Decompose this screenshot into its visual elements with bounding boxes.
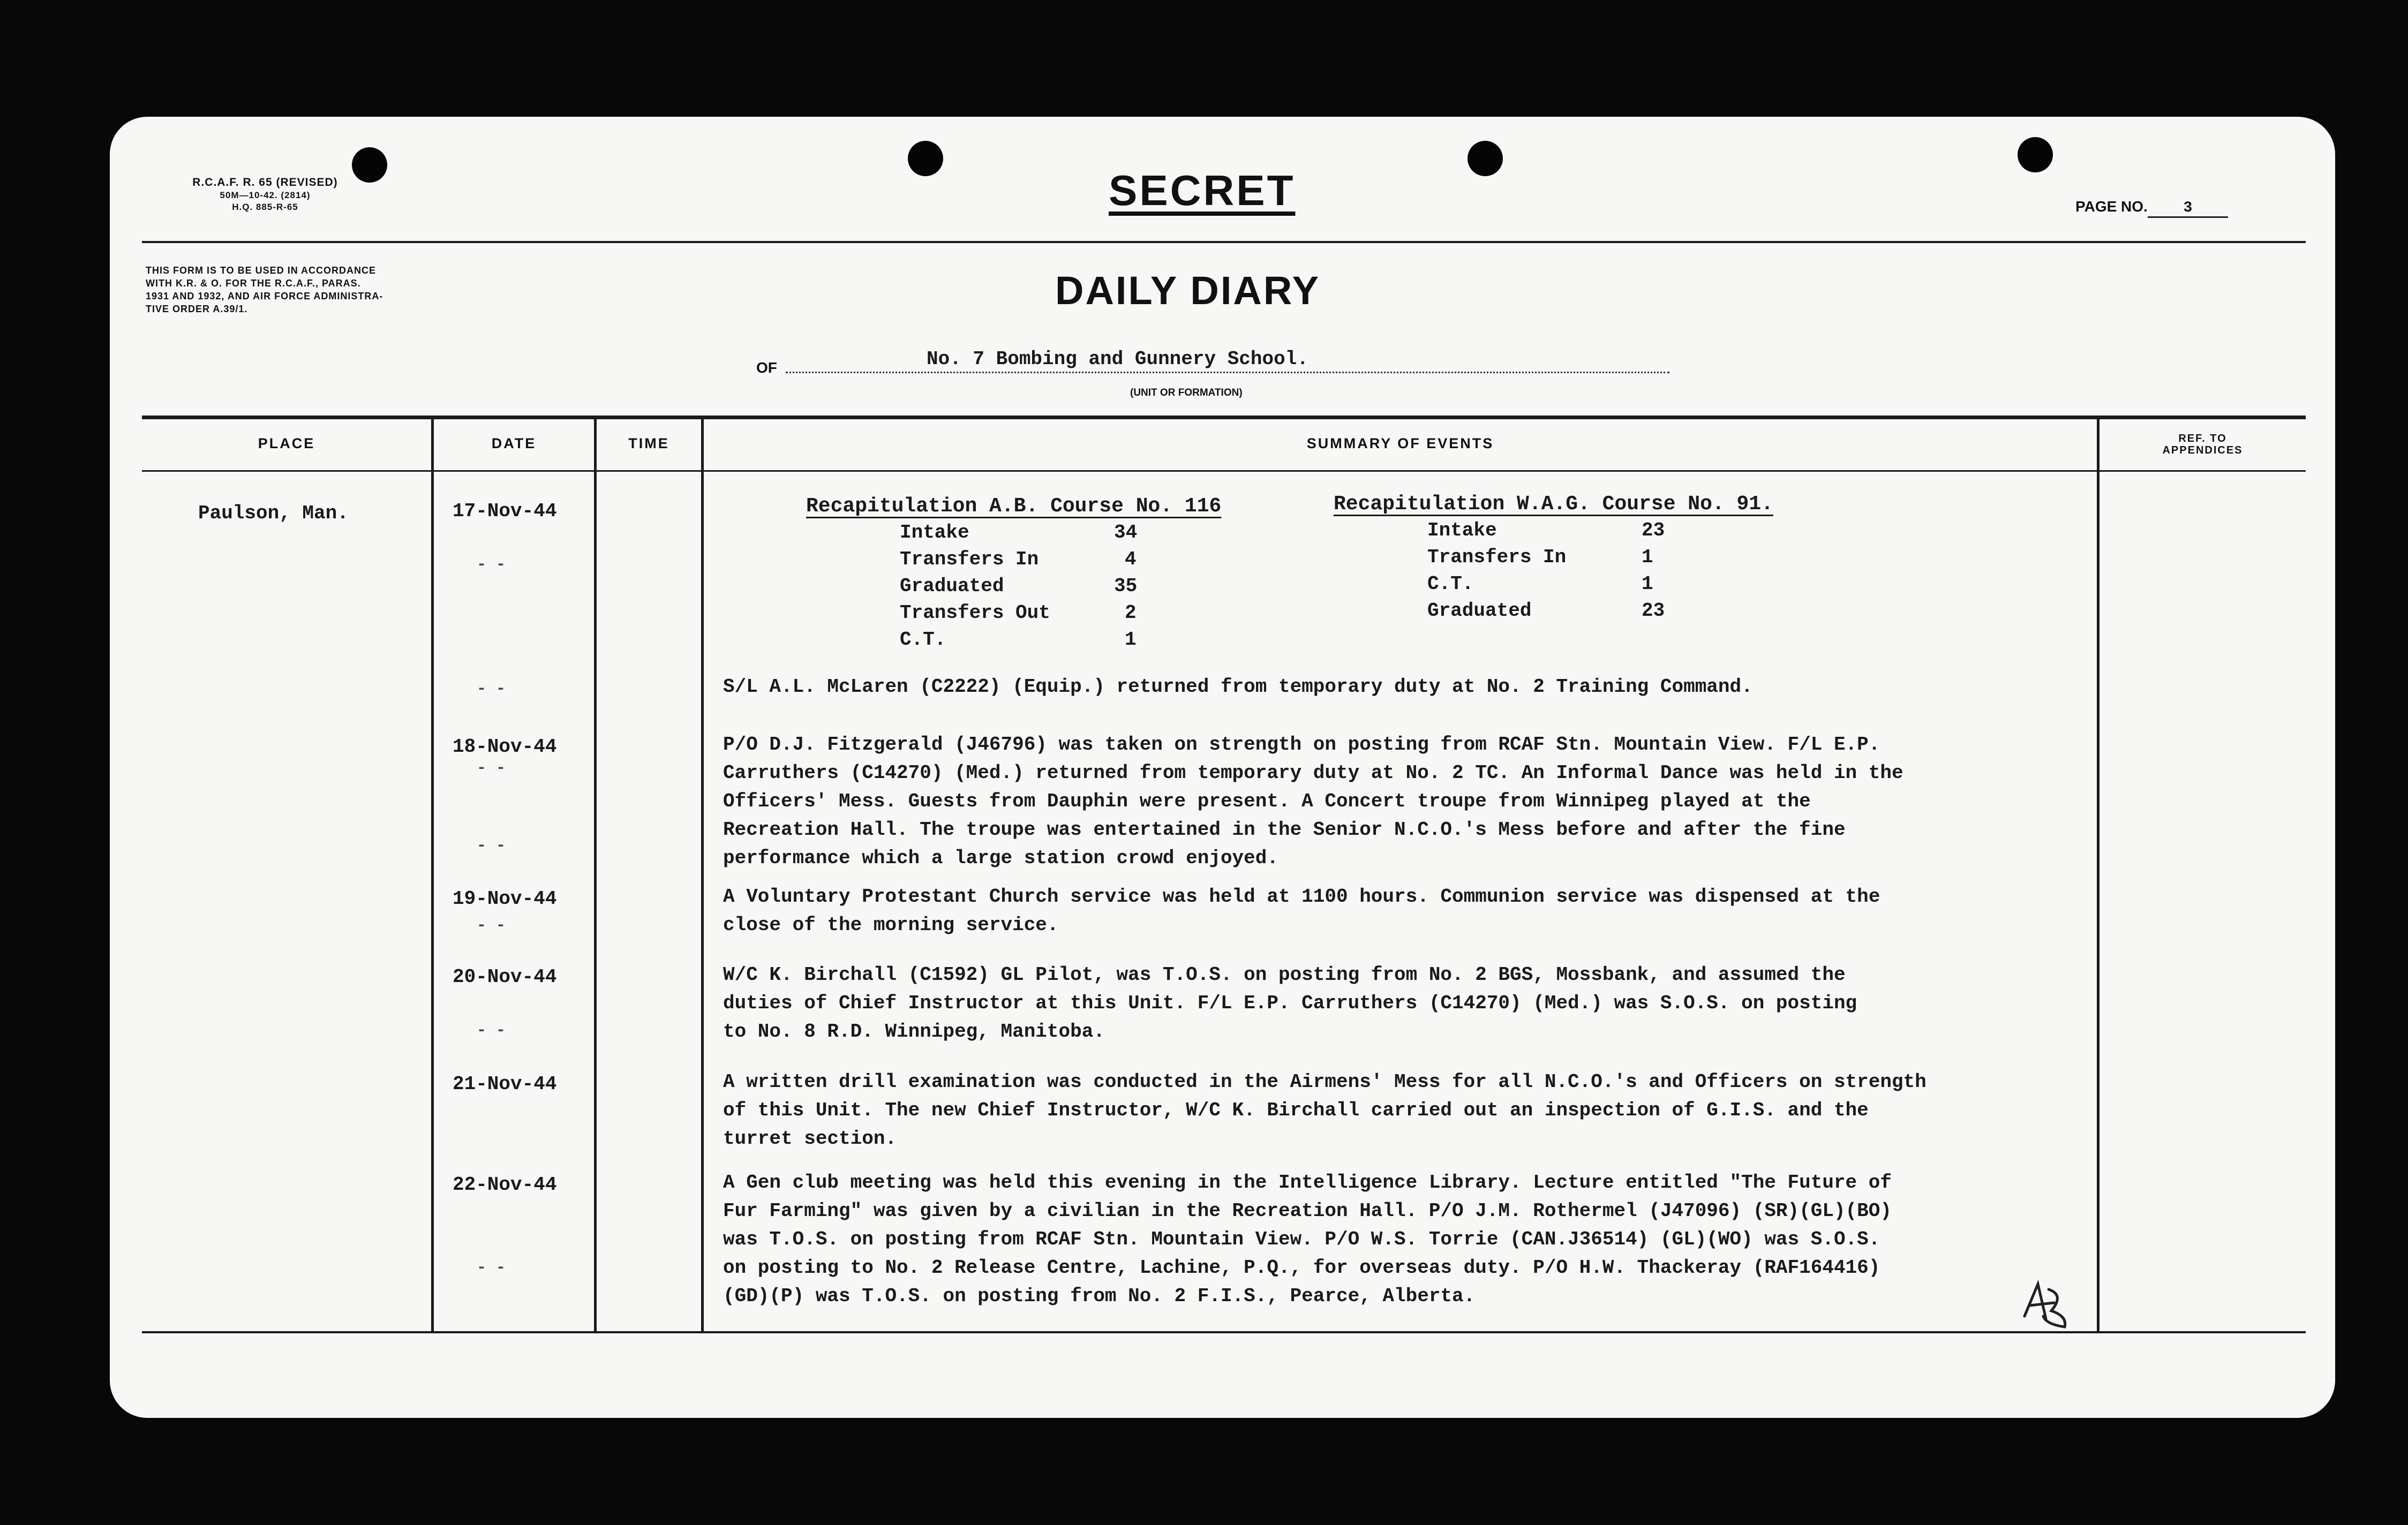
page-value: 3	[2148, 200, 2228, 218]
ditto-mark: - -	[477, 1022, 506, 1040]
column-divider	[594, 419, 597, 1331]
ref-line1: REF. TO	[2178, 433, 2227, 444]
ditto-mark: - -	[477, 1259, 506, 1277]
entry-line: W/C K. Birchall (C1592) GL Pilot, was T.O.S. on posting from No. 2 BGS, Mossbank, and assumed the	[723, 964, 1846, 986]
entry-line: on posting to No. 2 Release Centre, Lachine, P.Q., for overseas duty. P/O H.W. Thackeray (RAF164416)	[723, 1257, 1880, 1279]
notice-line: WITH K.R. & O. FOR THE R.C.A.F., PARAS.	[146, 278, 361, 289]
form-ref-line1: R.C.A.F. R. 65 (REVISED)	[192, 176, 338, 188]
entry-18-nov	[723, 730, 1903, 872]
column-divider	[2097, 419, 2100, 1331]
diary-title: DAILY DIARY	[1055, 268, 1320, 313]
entry-line: close of the morning service.	[723, 914, 1059, 936]
ditto-mark: - -	[477, 556, 506, 574]
column-head-time: TIME	[628, 435, 669, 451]
diary-sheet	[110, 117, 2335, 1418]
form-ref-line2: 50M—10-42. (2814)	[220, 190, 311, 200]
entry-line: (GD)(P) was T.O.S. on posting from No. 2 F.I.S., Pearce, Alberta.	[723, 1285, 1476, 1307]
ditto-mark: - -	[477, 759, 506, 777]
entry-17-nov	[723, 673, 1753, 701]
entry-line: P/O D.J. Fitzgerald (J46796) was taken on strength on posting from RCAF Stn. Mountain View. F/L E.P.	[723, 734, 1880, 756]
ditto-mark: - -	[477, 680, 506, 698]
table-bottom-border	[142, 1331, 2306, 1333]
place-cell: Paulson, Man.	[198, 502, 349, 524]
recap-label: Transfers In	[1427, 546, 1567, 568]
recap-label: Transfers In	[900, 548, 1039, 570]
recap-label: Intake	[1427, 519, 1497, 541]
of-label: OF	[756, 359, 777, 376]
unit-caption: (UNIT OR FORMATION)	[1130, 387, 1243, 398]
form-ref-line3: H.Q. 885-R-65	[232, 202, 298, 212]
recap-row	[900, 626, 1137, 653]
column-divider	[431, 419, 434, 1331]
recap-row	[900, 546, 1137, 573]
page-number	[2075, 198, 2228, 218]
entry-line: Carruthers (C14270) (Med.) returned from temporary duty at No. 2 TC. An Informal Dance was held in the	[723, 762, 1903, 784]
column-head-place: PLACE	[258, 435, 315, 451]
recap-label: Graduated	[1427, 600, 1532, 622]
entry-line: performance which a large station crowd enjoyed.	[723, 847, 1278, 869]
recap-value: 1	[1642, 546, 1653, 568]
recap-value: 34	[1114, 522, 1138, 543]
entry-22-nov	[723, 1168, 1892, 1310]
entry-21-nov	[723, 1068, 1927, 1153]
recap-label: C.T.	[1427, 573, 1474, 595]
recap-label: Transfers Out	[900, 602, 1050, 624]
entry-line: A Voluntary Protestant Church service was held at 1100 hours. Communion service was dispensed at the	[723, 886, 1880, 908]
form-notice	[146, 264, 383, 315]
recap-value: 1	[1125, 629, 1137, 651]
entry-line: Fur Farming" was given by a civilian in the Recreation Hall. P/O J.M. Rothermel (J47096) (SR)(GL)(BO)	[723, 1200, 1892, 1222]
handwritten-initials-icon	[2014, 1273, 2078, 1332]
entry-line: A written drill examination was conducted in the Airmens' Mess for all N.C.O.'s and Officers on strength	[723, 1071, 1927, 1093]
punch-hole	[2018, 137, 2053, 172]
column-head-summary: SUMMARY OF EVENTS	[1306, 435, 1494, 451]
column-head-ref	[2100, 433, 2306, 456]
date-cell: 22-Nov-44	[453, 1174, 557, 1196]
entry-19-nov	[723, 882, 1880, 939]
recap-row	[1427, 598, 1665, 624]
ditto-mark: - -	[477, 837, 506, 855]
recap-row	[1427, 517, 1665, 544]
recap-wag-heading: Recapitulation W.A.G. Course No. 91.	[1334, 493, 1773, 516]
entry-line: S/L A.L. McLaren (C2222) (Equip.) returned from temporary duty at No. 2 Training Command.	[723, 676, 1753, 698]
notice-line: 1931 AND 1932, AND AIR FORCE ADMINISTRA-	[146, 291, 383, 301]
page-label: PAGE NO.	[2075, 198, 2148, 215]
punch-hole	[908, 141, 943, 176]
recap-ab-table	[900, 519, 1137, 653]
entry-line: Officers' Mess. Guests from Dauphin were present. A Concert troupe from Winnipeg played at the	[723, 790, 1811, 812]
column-divider	[701, 419, 704, 1331]
date-cell: 19-Nov-44	[453, 888, 557, 910]
recap-value: 23	[1642, 600, 1665, 622]
date-cell: 18-Nov-44	[453, 736, 557, 758]
recap-label: Graduated	[900, 575, 1004, 597]
header-bottom-border	[142, 470, 2306, 472]
ditto-mark: - -	[477, 917, 506, 935]
recap-label: C.T.	[900, 629, 946, 651]
recap-row	[1427, 544, 1665, 571]
recap-row	[900, 600, 1137, 626]
entry-20-nov	[723, 961, 1857, 1046]
date-cell: 21-Nov-44	[453, 1073, 557, 1095]
ref-line2: APPENDICES	[2162, 444, 2243, 456]
date-cell: 20-Nov-44	[453, 966, 557, 988]
form-reference	[153, 176, 378, 213]
secret-heading: SECRET	[1109, 167, 1296, 214]
notice-line: THIS FORM IS TO BE USED IN ACCORDANCE	[146, 265, 377, 276]
entry-line: Recreation Hall. The troupe was entertained in the Senior N.C.O.'s Mess before and after the fine	[723, 819, 1846, 841]
recap-wag-table	[1427, 517, 1665, 624]
entry-line: duties of Chief Instructor at this Unit. F/L E.P. Carruthers (C14270) (Med.) was S.O.S. on posting	[723, 992, 1857, 1014]
recap-row	[900, 519, 1137, 546]
header-divider	[142, 241, 2306, 243]
recap-value: 35	[1114, 575, 1138, 597]
recap-value: 23	[1642, 519, 1665, 541]
table-top-border	[142, 416, 2306, 419]
date-cell: 17-Nov-44	[453, 500, 557, 522]
unit-name: No. 7 Bombing and Gunnery School.	[927, 348, 1308, 370]
recap-label: Intake	[900, 522, 969, 543]
punch-hole	[1468, 141, 1503, 176]
entry-line: of this Unit. The new Chief Instructor, W/C K. Birchall carried out an inspection of G.I.S. and the	[723, 1099, 1869, 1121]
recap-row	[1427, 571, 1665, 598]
recap-ab-heading: Recapitulation A.B. Course No. 116	[806, 495, 1222, 518]
unit-line	[786, 369, 1669, 373]
column-head-date: DATE	[491, 435, 537, 451]
recap-row	[900, 573, 1137, 600]
recap-value: 4	[1125, 548, 1137, 570]
recap-value: 1	[1642, 573, 1653, 595]
entry-line: A Gen club meeting was held this evening in the Intelligence Library. Lecture entitled "The Future of	[723, 1172, 1892, 1194]
entry-line: to No. 8 R.D. Winnipeg, Manitoba.	[723, 1021, 1105, 1043]
recap-value: 2	[1125, 602, 1137, 624]
notice-line: TIVE ORDER A.39/1.	[146, 304, 248, 314]
entry-line: was T.O.S. on posting from RCAF Stn. Mountain View. P/O W.S. Torrie (CAN.J36514) (GL)(WO) was S.O.S.	[723, 1228, 1880, 1250]
entry-line: turret section.	[723, 1128, 897, 1150]
